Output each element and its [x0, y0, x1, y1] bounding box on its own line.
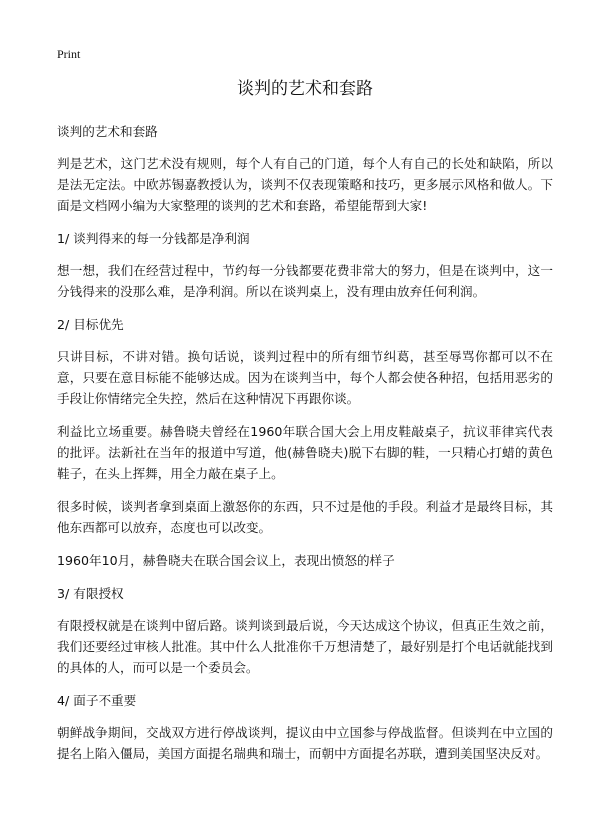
paragraph: 很多时候，谈判者拿到桌面上激怒你的东西，只不过是他的手段。利益才是最终目标，其他东西都可以放弃，态度也可以改变。: [57, 499, 553, 535]
paragraph: 只讲目标，不讲对错。换句话说，谈判过程中的所有细节纠葛，甚至辱骂你都可以不在意，只要在意目标能不能够达成。因为在谈判当中，每个人都会使各种招，包括用恶劣的手段让你情绪完全失控，然后在这种情况下再跟你谈。: [57, 349, 553, 406]
paragraph: 判是艺术，这门艺术没有规则，每个人有自己的门道，每个人有自己的长处和缺陷，所以是法无定法。中欧苏锡嘉教授认为，谈判不仅表现策略和技巧，更多展示风格和做人。下面是文档网小编为大家整理的谈判的艺术和套路，希望能帮到大家!: [57, 156, 553, 213]
paragraph: 1960年10月，赫鲁晓夫在联合国会议上，表现出愤怒的样子: [57, 553, 395, 568]
section-heading: 3/ 有限授权: [57, 586, 124, 601]
print-link[interactable]: Print: [57, 47, 81, 61]
document-title: 谈判的艺术和套路: [237, 79, 373, 99]
paragraph: 朝鲜战争期间，交战双方进行停战谈判，提议由中立国参与停战监督。但谈判在中立国的提名上陷入僵局，美国方面提名瑞典和瑞士，而朝中方面提名苏联，遭到美国坚决反对。: [57, 725, 553, 761]
section-heading: 1/ 谈判得来的每一分钱都是净利润: [57, 231, 250, 246]
section-heading: 2/ 目标优先: [57, 317, 124, 332]
section-heading: 谈判的艺术和套路: [57, 124, 158, 139]
paragraph: 想一想，我们在经营过程中，节约每一分钱都要花费非常大的努力，但是在谈判中，这一分钱得来的没那么难，是净利润。所以在谈判桌上，没有理由放弃任何利润。: [57, 263, 553, 299]
paragraph: 利益比立场重要。赫鲁晓夫曾经在1960年联合国大会上用皮鞋敲桌子，抗议菲律宾代表的批评。法新社在当年的报道中写道，他(赫鲁晓夫)脱下右脚的鞋，一只精心打蜡的黄色鞋子，在头上挥舞，用全力敲在桌子上。: [57, 424, 553, 481]
document-body: [57, 121, 553, 776]
paragraph: 有限授权就是在谈判中留后路。谈判谈到最后说，今天达成这个协议，但真正生效之前，我们还要经过审核人批准。其中什么人批准你千万想清楚了，最好别是打个电话就能找到的具体的人，而可以是一个委员会。: [57, 618, 553, 675]
section-heading: 4/ 面子不重要: [57, 693, 137, 708]
